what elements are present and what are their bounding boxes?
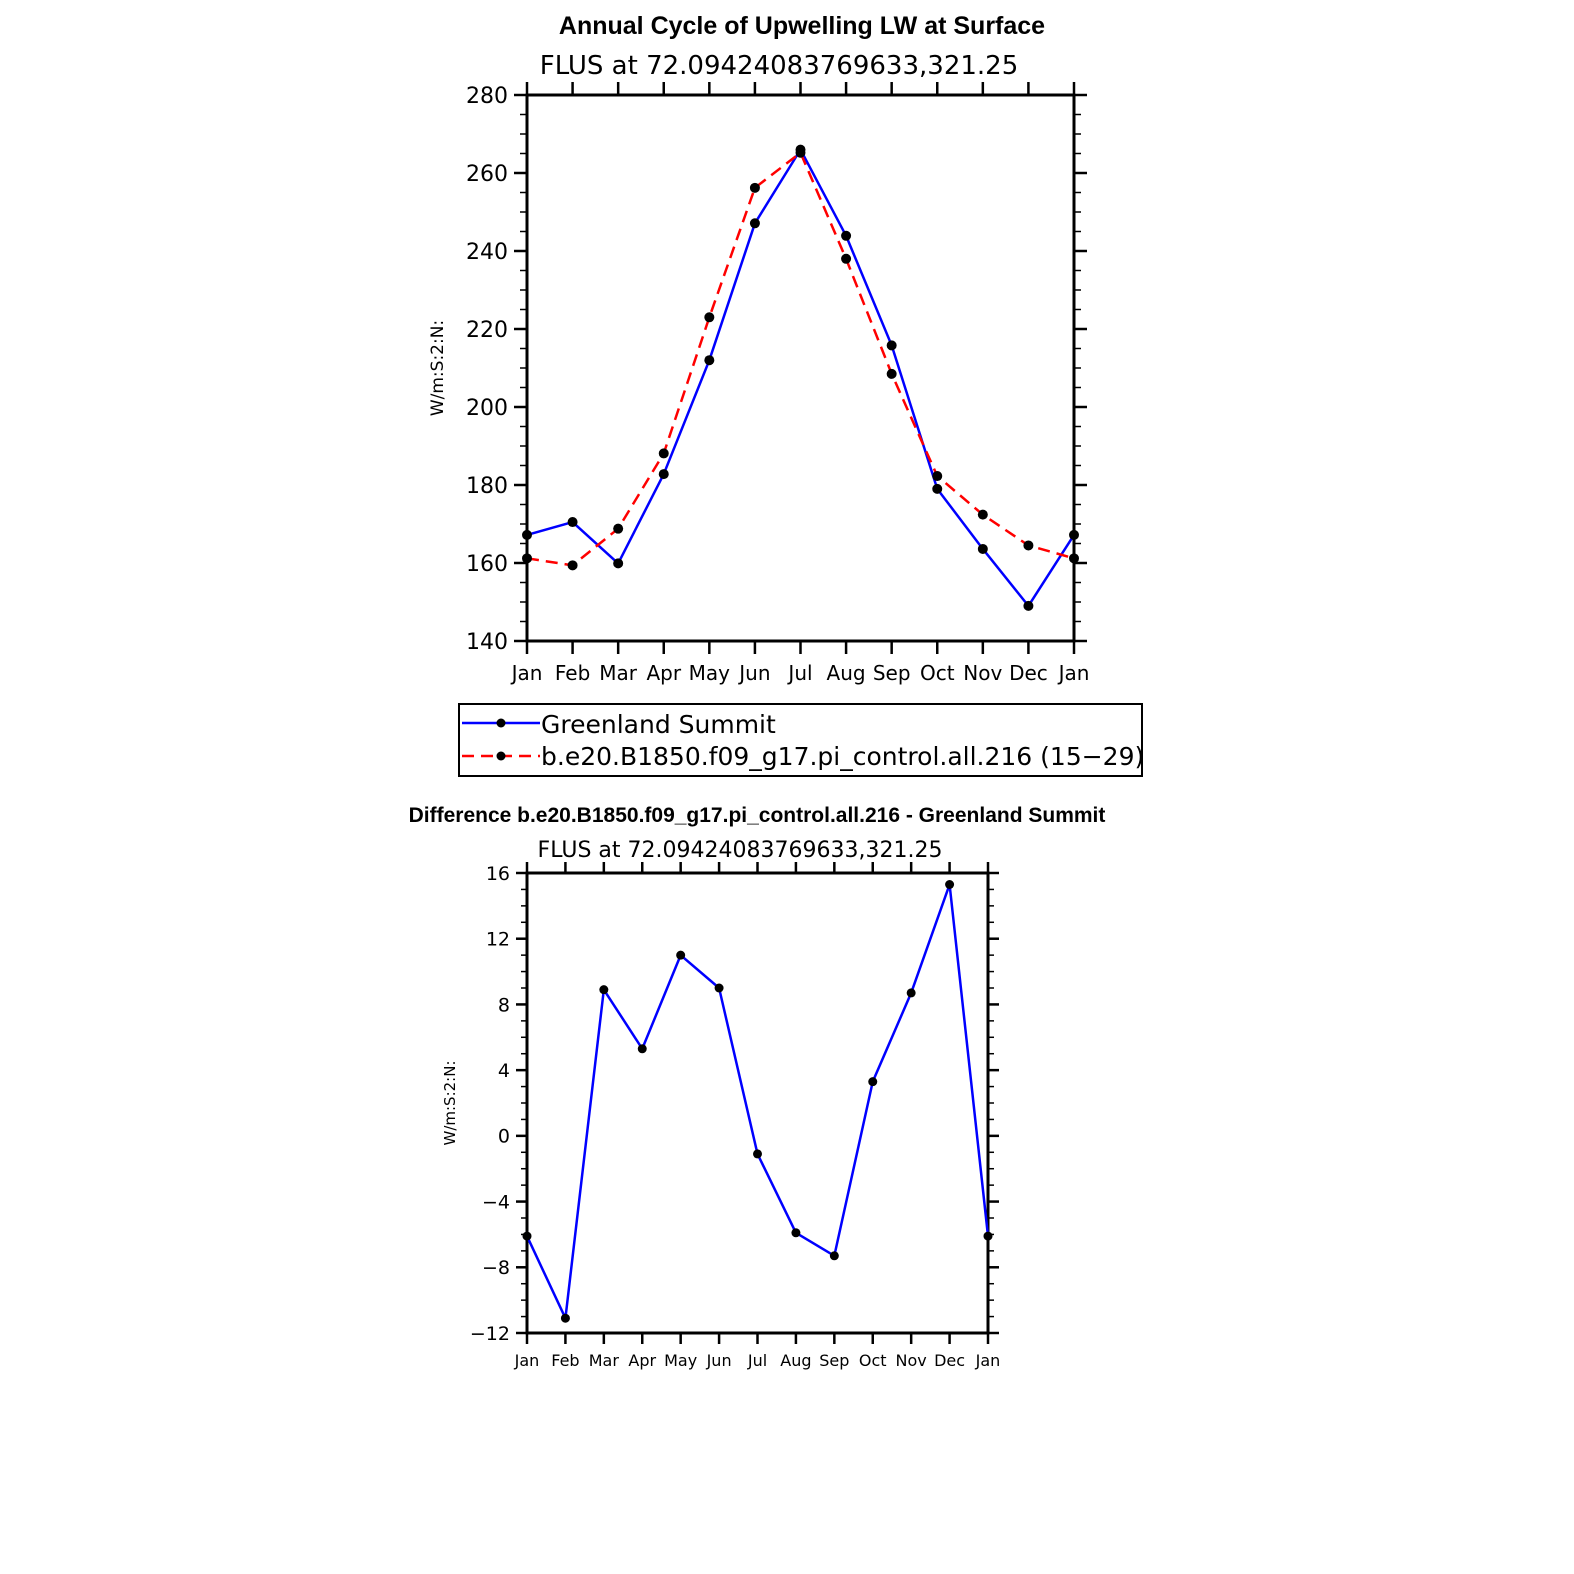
series-0-point [522, 530, 532, 540]
chart2-title: Difference b.e20.B1850.f09_g17.pi_control.all.216 - Greenland Summit [408, 804, 1106, 827]
y-tick-label: 180 [466, 473, 508, 499]
y-tick-label: 0 [497, 1125, 510, 1148]
y-tick-label: 4 [497, 1059, 510, 1082]
x-tick-label: Jul [747, 1351, 768, 1370]
series-0-point [659, 469, 669, 479]
legend-label-greenland-summit: Greenland Summit [541, 710, 776, 739]
x-tick-label: Jan [514, 1351, 540, 1370]
x-tick-label: Dec [934, 1351, 966, 1370]
series-0-point [791, 1228, 800, 1237]
series-1-point [1023, 540, 1033, 550]
y-tick-label: 200 [466, 395, 508, 421]
x-tick-label: Sep [819, 1351, 850, 1370]
series-1-point [750, 183, 760, 193]
series-0-point [841, 231, 851, 241]
series-0-point [978, 544, 988, 554]
annual-cycle-chart [428, 12, 1144, 776]
x-tick-label: May [664, 1351, 698, 1370]
series-1-point [796, 148, 806, 158]
series-0-point [1023, 601, 1033, 611]
x-tick-label: Mar [588, 1351, 619, 1370]
x-tick-label: Oct [858, 1351, 887, 1370]
chart1-series-layer [522, 145, 1079, 611]
series-0-point [523, 1232, 532, 1241]
series-0-point [868, 1077, 877, 1086]
y-tick-label: 12 [485, 928, 510, 951]
x-tick-label: Jun [706, 1351, 732, 1370]
y-tick-label: −4 [481, 1191, 510, 1214]
chart2-ticks [516, 862, 999, 1344]
y-tick-label: 280 [466, 83, 508, 109]
series-0-point [715, 984, 724, 993]
series-0-point [984, 1232, 993, 1241]
x-tick-label: Dec [1009, 661, 1048, 685]
y-tick-label: 160 [466, 551, 508, 577]
y-tick-label: 220 [466, 317, 508, 343]
x-tick-label: Nov [895, 1351, 927, 1370]
y-tick-label: 240 [466, 239, 508, 265]
difference-chart [409, 804, 1106, 1370]
series-1-point [978, 510, 988, 520]
series-0-point [613, 558, 623, 568]
x-tick-label: May [688, 661, 731, 685]
x-tick-label: Jan [511, 661, 543, 685]
chart2-y-tick-labels [470, 863, 510, 1345]
chart1-legend [459, 704, 1144, 776]
series-line-0 [527, 150, 1074, 606]
legend-marker-model [497, 752, 506, 761]
series-0-point [750, 218, 760, 228]
y-tick-label: −8 [481, 1257, 510, 1280]
chart1-y-axis-label: W/m:S:2:N: [428, 319, 448, 417]
x-tick-label: Jan [975, 1351, 1001, 1370]
x-tick-label: Feb [551, 1351, 580, 1370]
series-0-point [676, 951, 685, 960]
x-tick-label: Mar [599, 661, 638, 685]
series-line-0 [527, 885, 988, 1319]
x-tick-label: Jun [739, 661, 771, 685]
series-1-point [568, 560, 578, 570]
y-tick-label: 140 [466, 629, 508, 655]
chart2-subtitle: FLUS at 72.09424083769633,321.25 [537, 838, 943, 863]
chart2-plot-frame [527, 873, 988, 1333]
series-1-point [704, 312, 714, 322]
series-0-point [561, 1314, 570, 1323]
legend-label-model: b.e20.B1850.f09_g17.pi_control.all.216 (15−29) [541, 742, 1145, 771]
legend-marker-greenland-summit [497, 719, 506, 728]
chart1-x-tick-labels [510, 661, 1090, 685]
series-0-point [907, 988, 916, 997]
series-line-1 [527, 153, 1074, 566]
x-tick-label: Feb [554, 661, 591, 685]
series-1-point [932, 471, 942, 481]
series-1-point [1069, 553, 1079, 563]
chart2-x-tick-labels [514, 1351, 1001, 1370]
series-1-point [841, 254, 851, 264]
chart1-title: Annual Cycle of Upwelling LW at Surface [558, 12, 1046, 40]
chart1-ticks [514, 82, 1087, 654]
x-tick-label: Nov [963, 661, 1003, 685]
series-0-point [945, 880, 954, 889]
y-tick-label: 260 [466, 161, 508, 187]
x-tick-label: Apr [646, 661, 682, 685]
series-0-point [830, 1251, 839, 1260]
chart2-y-axis-label: W/m:S:2:N: [441, 1060, 459, 1146]
x-tick-label: Jul [788, 661, 813, 685]
y-tick-label: 16 [485, 862, 510, 885]
series-1-point [659, 448, 669, 458]
x-tick-label: Oct [919, 661, 955, 685]
series-1-point [887, 369, 897, 379]
series-1-point [522, 553, 532, 563]
chart1-y-tick-labels [466, 84, 508, 655]
x-tick-label: Apr [628, 1351, 657, 1370]
series-0-point [638, 1044, 647, 1053]
x-tick-label: Aug [826, 661, 866, 685]
chart2-series-layer [523, 880, 993, 1323]
chart1-subtitle: FLUS at 72.09424083769633,321.25 [539, 51, 1019, 81]
series-0-point [704, 355, 714, 365]
series-0-point [932, 484, 942, 494]
series-0-point [753, 1149, 762, 1158]
y-tick-label: −12 [469, 1322, 510, 1345]
x-tick-label: Aug [780, 1351, 812, 1370]
series-0-point [568, 517, 578, 527]
series-1-point [613, 524, 623, 534]
series-0-point [599, 985, 608, 994]
series-0-point [1069, 530, 1079, 540]
x-tick-label: Sep [872, 661, 911, 685]
series-0-point [887, 340, 897, 350]
x-tick-label: Jan [1058, 661, 1090, 685]
y-tick-label: 8 [497, 994, 510, 1017]
